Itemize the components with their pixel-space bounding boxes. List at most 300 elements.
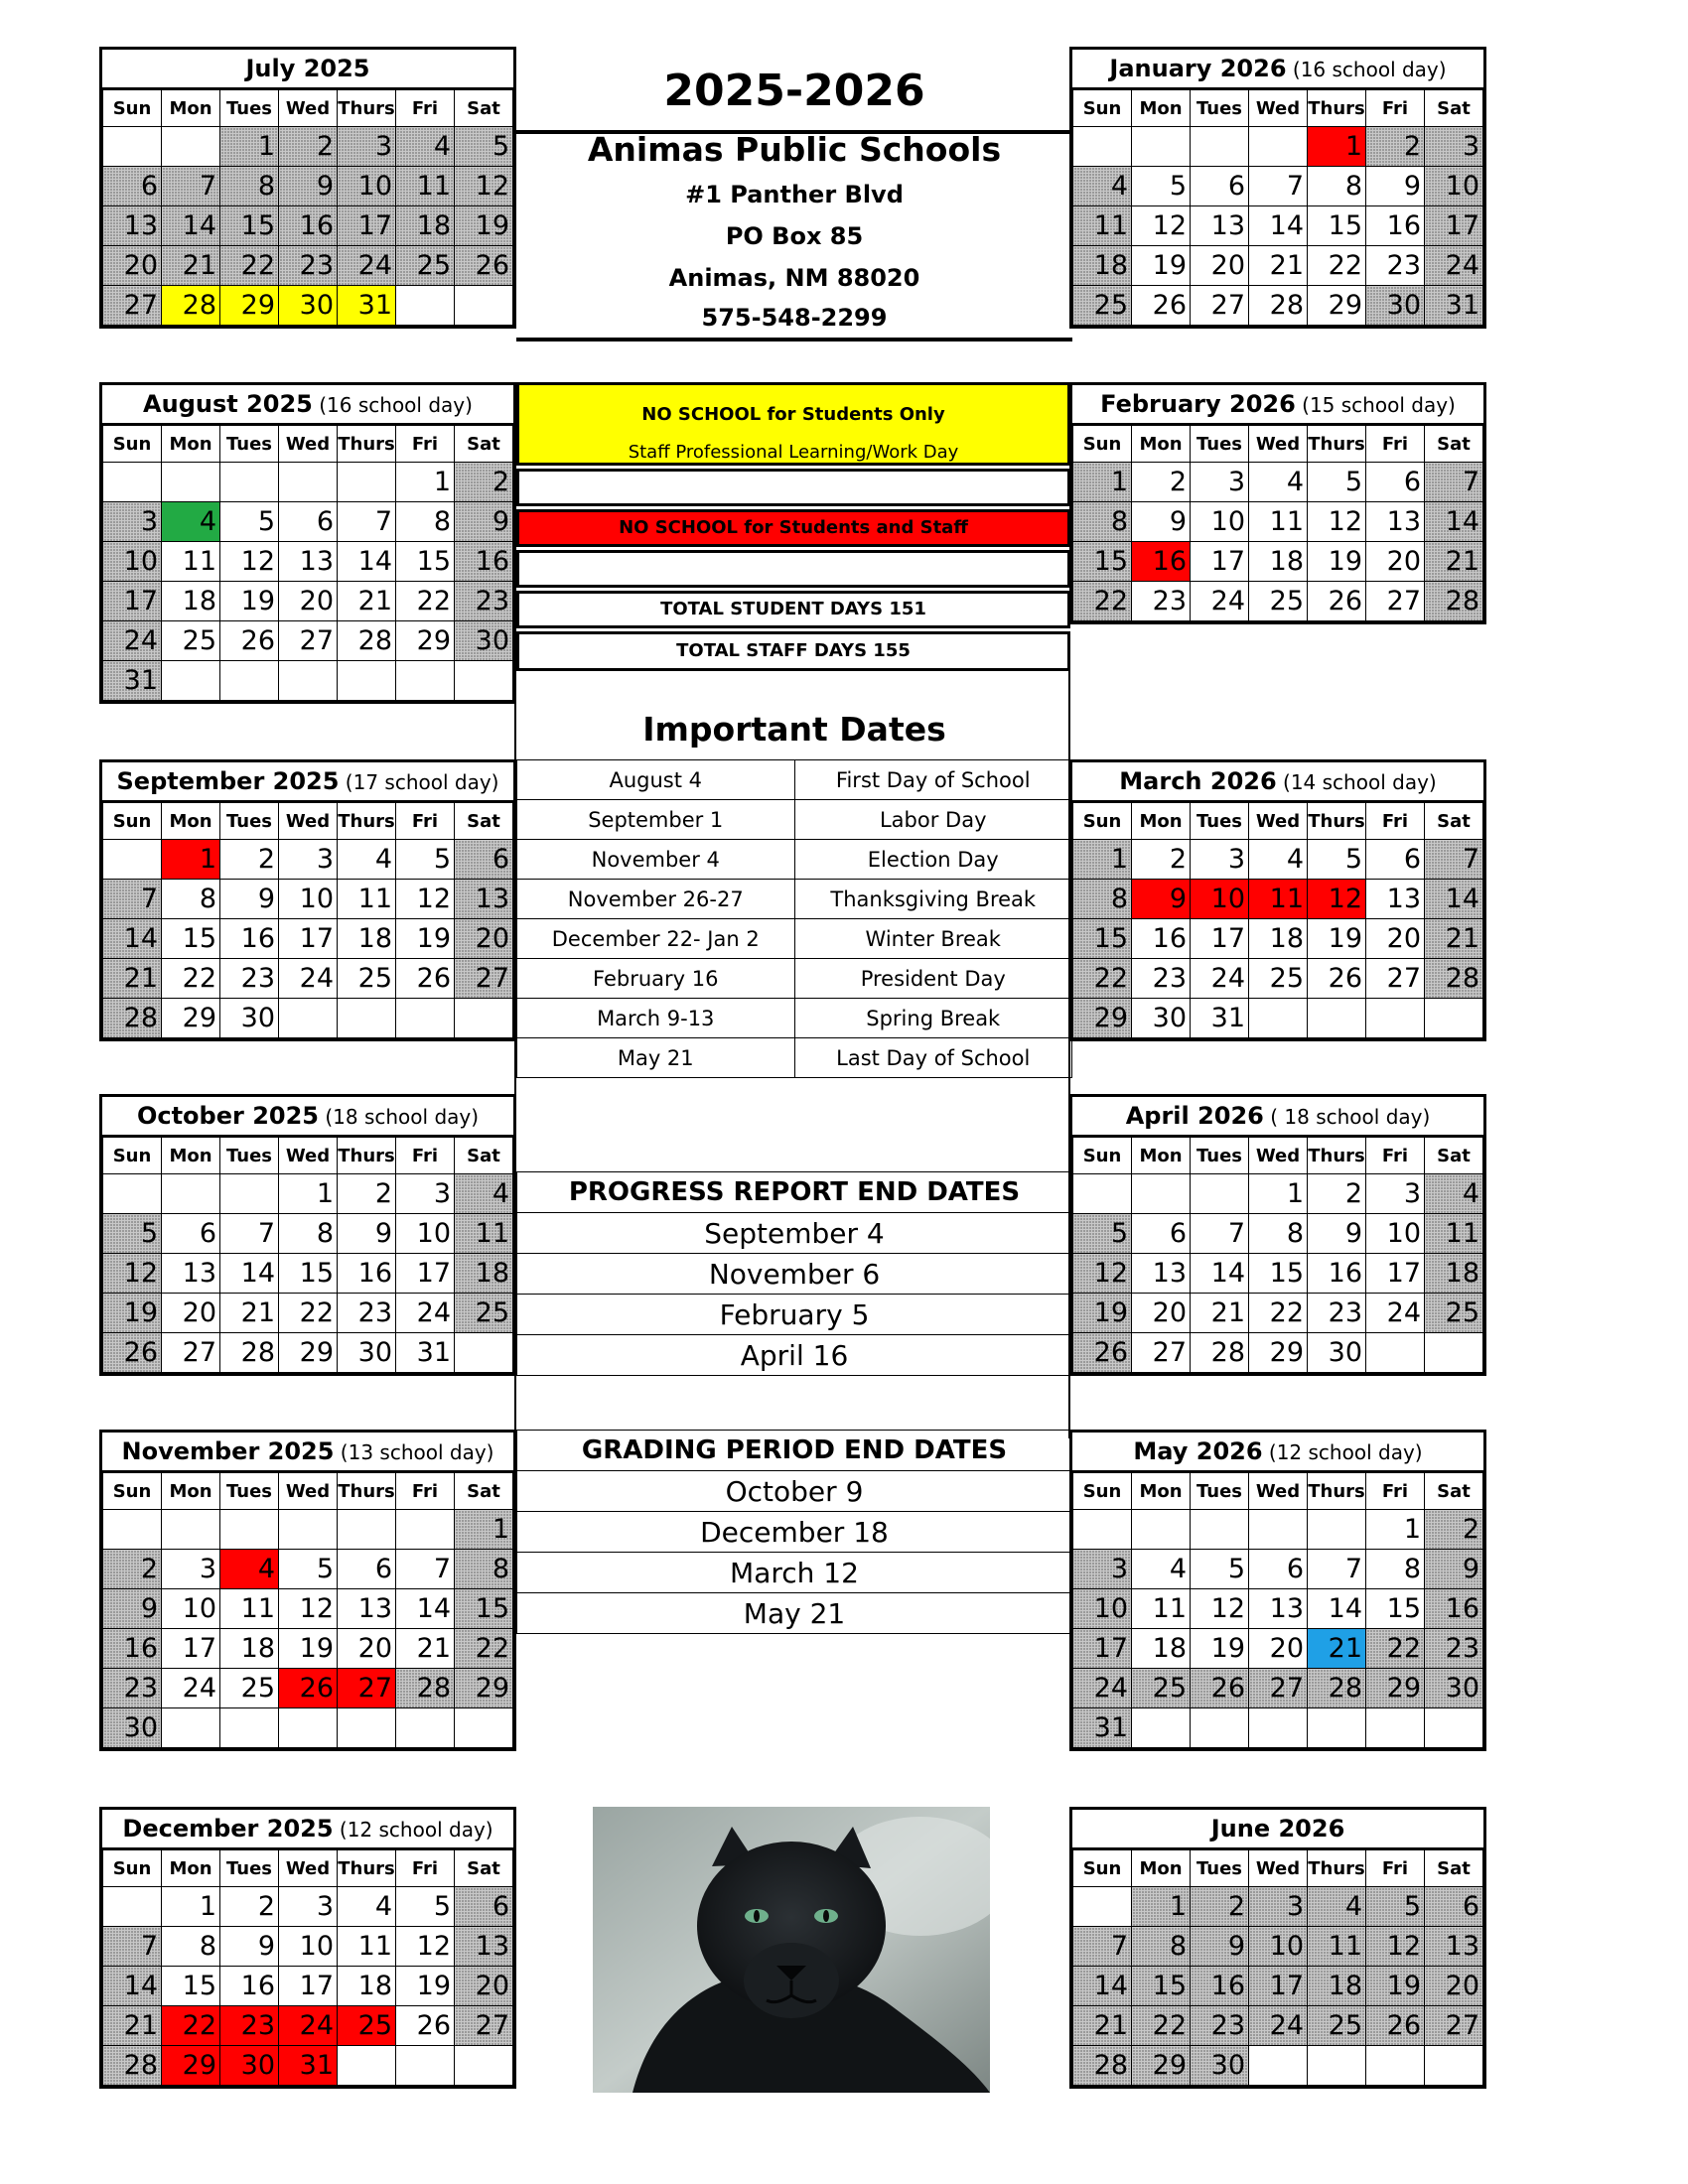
calendar-week-row — [1073, 2046, 1483, 2086]
calendar-day: 15 — [455, 1589, 513, 1629]
calendar-empty-cell — [103, 127, 162, 167]
calendar-day: 11 — [220, 1589, 279, 1629]
calendar-week-row — [103, 246, 513, 286]
calendar-week-row — [103, 999, 513, 1038]
weekday-header: Mon — [1132, 90, 1191, 127]
calendar-day: 6 — [1191, 167, 1249, 206]
calendar-day: 14 — [1308, 1589, 1366, 1629]
calendar-empty-cell — [338, 463, 396, 502]
calendar-day: 11 — [338, 880, 396, 919]
calendar-day: 12 — [1308, 880, 1366, 919]
calendar-day: 6 — [338, 1550, 396, 1589]
weekday-header: Tues — [220, 90, 279, 127]
calendar-day: 13 — [279, 542, 338, 582]
calendar-day: 2 — [1132, 463, 1191, 502]
calendar-school-day-count: ( 18 school day) — [1263, 1105, 1431, 1129]
calendar-school-day-count: (14 school day) — [1276, 770, 1437, 794]
calendar-week-row — [1073, 286, 1483, 326]
calendar-day: 12 — [396, 1927, 455, 1967]
calendar-week-row — [103, 286, 513, 326]
calendar-day: 2 — [1132, 840, 1191, 880]
weekday-header: Mon — [1132, 1138, 1191, 1174]
calendar-empty-cell — [279, 1708, 338, 1748]
calendar-day: 20 — [1191, 246, 1249, 286]
calendar-day: 1 — [1073, 840, 1132, 880]
calendar-day: 13 — [1132, 1254, 1191, 1294]
calendar-day: 2 — [1425, 1510, 1483, 1550]
calendar-day: 5 — [1308, 463, 1366, 502]
calendar-day: 30 — [1132, 999, 1191, 1038]
calendar-day: 25 — [338, 959, 396, 999]
weekday-header: Fri — [396, 1138, 455, 1174]
calendar-week-row — [103, 206, 513, 246]
school-year-title: 2025-2026 — [663, 66, 925, 116]
weekday-header: Mon — [162, 426, 220, 463]
calendar-week-row — [103, 621, 513, 661]
calendar-title — [102, 762, 513, 802]
calendar-day: 19 — [1132, 246, 1191, 286]
calendar-day: 16 — [1132, 919, 1191, 959]
school-name: Animas Public Schools — [587, 130, 1002, 169]
calendar-day: 26 — [1366, 2006, 1425, 2046]
calendar-day: 18 — [1249, 542, 1308, 582]
calendar-day: 7 — [1425, 840, 1483, 880]
calendar-day: 21 — [1249, 246, 1308, 286]
important-dates-table — [516, 759, 1072, 1078]
calendar-day: 29 — [1249, 1333, 1308, 1373]
calendar-week-row — [103, 2006, 513, 2046]
calendar-day: 15 — [1308, 206, 1366, 246]
weekday-header: Sun — [103, 426, 162, 463]
important-date-date: November 4 — [517, 840, 795, 880]
calendar-day: 25 — [220, 1669, 279, 1708]
calendar-day: 11 — [1425, 1214, 1483, 1254]
calendar-day: 21 — [103, 959, 162, 999]
calendar-day: 30 — [455, 621, 513, 661]
progress-report-date: February 5 — [517, 1295, 1072, 1335]
calendar-empty-cell — [220, 1174, 279, 1214]
calendar-day: 19 — [1308, 542, 1366, 582]
calendar-day: 16 — [1366, 206, 1425, 246]
calendar-day: 16 — [455, 542, 513, 582]
calendar-week-row — [1073, 1927, 1483, 1967]
calendar-week-row — [1073, 582, 1483, 621]
calendar-week-row — [103, 1174, 513, 1214]
calendar-empty-cell — [1308, 999, 1366, 1038]
calendar-empty-cell — [1249, 999, 1308, 1038]
calendar-day: 19 — [1366, 1967, 1425, 2006]
calendar-day: 27 — [455, 959, 513, 999]
calendar-day: 1 — [396, 463, 455, 502]
calendar-title — [1072, 50, 1483, 89]
important-date-event: First Day of School — [794, 760, 1072, 800]
weekday-header: Sun — [1073, 1850, 1132, 1887]
calendar-day: 2 — [455, 463, 513, 502]
weekday-header: Fri — [1366, 1138, 1425, 1174]
weekday-header: Sun — [103, 1850, 162, 1887]
calendar-day: 8 — [1308, 167, 1366, 206]
calendar-day: 5 — [1308, 840, 1366, 880]
calendar-school-day-count: (16 school day) — [1286, 58, 1447, 81]
calendar-week-row — [103, 1708, 513, 1748]
calendar-empty-cell — [279, 661, 338, 701]
progress-report-date: November 6 — [517, 1254, 1072, 1295]
calendar-day: 31 — [103, 661, 162, 701]
important-date-event: Thanksgiving Break — [794, 880, 1072, 919]
important-date-date: March 9-13 — [517, 999, 795, 1038]
calendar-empty-cell — [1132, 1510, 1191, 1550]
weekday-header: Wed — [1249, 803, 1308, 840]
calendar-week-row — [1073, 840, 1483, 880]
calendar-day: 19 — [1308, 919, 1366, 959]
calendar-week-row — [103, 582, 513, 621]
calendar-day: 28 — [1249, 286, 1308, 326]
calendar-empty-cell — [1249, 2046, 1308, 2086]
legend-blank-2 — [516, 550, 1070, 588]
weekday-header: Sat — [455, 1473, 513, 1510]
weekday-header: Wed — [279, 426, 338, 463]
grading-period-date: October 9 — [517, 1471, 1072, 1512]
calendar-month-name: June 2026 — [1210, 1815, 1345, 1843]
calendar-day: 17 — [162, 1629, 220, 1669]
calendar-week-row — [1073, 127, 1483, 167]
calendar-day: 28 — [396, 1669, 455, 1708]
weekday-header: Sun — [1073, 1473, 1132, 1510]
calendar-week-row — [103, 1550, 513, 1589]
calendar-day: 12 — [1308, 502, 1366, 542]
calendar-week-row — [103, 1887, 513, 1927]
calendar-day: 16 — [1308, 1254, 1366, 1294]
calendar-day: 3 — [1425, 127, 1483, 167]
calendar-day: 6 — [455, 840, 513, 880]
calendar-day: 9 — [1191, 1927, 1249, 1967]
calendar-day: 17 — [396, 1254, 455, 1294]
calendar-empty-cell — [1191, 1510, 1249, 1550]
weekday-header: Sun — [103, 1473, 162, 1510]
legend-yellow-line1: NO SCHOOL for Students Only — [641, 404, 945, 425]
calendar-day: 9 — [455, 502, 513, 542]
important-date-row — [517, 959, 1072, 999]
calendar-day: 5 — [103, 1214, 162, 1254]
calendar-day: 18 — [1073, 246, 1132, 286]
calendar-day: 27 — [162, 1333, 220, 1373]
calendar-day: 29 — [162, 2046, 220, 2086]
calendar-week-row — [1073, 502, 1483, 542]
calendar-title — [1072, 1810, 1483, 1849]
school-address-line2: PO Box 85 — [725, 222, 864, 250]
calendar-empty-cell — [396, 999, 455, 1038]
calendar-day: 29 — [279, 1333, 338, 1373]
weekday-header: Thurs — [338, 1473, 396, 1510]
calendar-day: 27 — [1425, 2006, 1483, 2046]
calendar-day: 9 — [1308, 1214, 1366, 1254]
calendar-empty-cell — [1308, 2046, 1366, 2086]
calendar-empty-cell — [1425, 1708, 1483, 1748]
calendar-school-day-count: (12 school day) — [333, 1818, 493, 1842]
calendar-week-row — [103, 661, 513, 701]
calendar-empty-cell — [162, 127, 220, 167]
calendar-month-name: October 2025 — [136, 1102, 319, 1130]
calendar-day: 15 — [396, 542, 455, 582]
calendar-day: 27 — [1366, 959, 1425, 999]
weekday-header: Mon — [162, 803, 220, 840]
weekday-header: Sat — [1425, 803, 1483, 840]
calendar-day: 30 — [103, 1708, 162, 1748]
calendar-day: 6 — [1249, 1550, 1308, 1589]
calendar-day: 28 — [103, 999, 162, 1038]
calendar-day: 2 — [103, 1550, 162, 1589]
calendar-day: 26 — [103, 1333, 162, 1373]
calendar-week-row — [1073, 463, 1483, 502]
calendar-day: 5 — [1073, 1214, 1132, 1254]
weekday-header: Thurs — [1308, 426, 1366, 463]
important-date-date: February 16 — [517, 959, 795, 999]
calendar-month-name: November 2025 — [121, 1437, 335, 1465]
calendar-day: 15 — [162, 1967, 220, 2006]
calendar-empty-cell — [103, 463, 162, 502]
important-date-date: November 26-27 — [517, 880, 795, 919]
calendar-day: 10 — [1425, 167, 1483, 206]
calendar-day: 15 — [1073, 542, 1132, 582]
calendar-day: 2 — [1191, 1887, 1249, 1927]
calendar-day: 14 — [162, 206, 220, 246]
calendar-day: 21 — [220, 1294, 279, 1333]
calendar-day: 22 — [1366, 1629, 1425, 1669]
calendar-week-row — [1073, 959, 1483, 999]
calendar-month-name: August 2025 — [143, 390, 313, 418]
calendar-school-day-count: (16 school day) — [312, 393, 473, 417]
important-date-row — [517, 1038, 1072, 1078]
calendar-june-2026 — [1069, 1807, 1486, 2089]
calendar-day: 28 — [220, 1333, 279, 1373]
weekday-header: Wed — [1249, 1473, 1308, 1510]
calendar-month-name: July 2025 — [245, 55, 370, 82]
calendar-empty-cell — [455, 1333, 513, 1373]
calendar-empty-cell — [455, 2046, 513, 2086]
calendar-day: 17 — [279, 919, 338, 959]
calendar-day: 16 — [220, 919, 279, 959]
calendar-day: 12 — [455, 167, 513, 206]
calendar-week-row — [1073, 1550, 1483, 1589]
calendar-empty-cell — [1249, 127, 1308, 167]
calendar-day: 29 — [396, 621, 455, 661]
calendar-day: 15 — [279, 1254, 338, 1294]
calendar-week-row — [103, 959, 513, 999]
calendar-day: 19 — [103, 1294, 162, 1333]
calendar-empty-cell — [1425, 999, 1483, 1038]
calendar-empty-cell — [1425, 2046, 1483, 2086]
calendar-day: 17 — [1366, 1254, 1425, 1294]
calendar-empty-cell — [1366, 1333, 1425, 1373]
calendar-day: 4 — [338, 840, 396, 880]
calendar-empty-cell — [1073, 1887, 1132, 1927]
calendar-week-row — [103, 463, 513, 502]
calendar-empty-cell — [220, 1510, 279, 1550]
calendar-day: 22 — [162, 959, 220, 999]
calendar-title — [1072, 385, 1483, 425]
calendar-day: 21 — [1191, 1294, 1249, 1333]
calendar-day: 29 — [220, 286, 279, 326]
calendar-day: 19 — [220, 582, 279, 621]
calendar-day: 29 — [1308, 286, 1366, 326]
weekday-header: Thurs — [1308, 803, 1366, 840]
calendar-day: 14 — [338, 542, 396, 582]
calendar-day: 3 — [1191, 463, 1249, 502]
calendar-week-row — [1073, 1254, 1483, 1294]
calendar-day: 20 — [1249, 1629, 1308, 1669]
calendar-day: 23 — [1425, 1629, 1483, 1669]
weekday-header: Thurs — [1308, 90, 1366, 127]
calendar-day: 3 — [1249, 1887, 1308, 1927]
calendar-week-row — [1073, 919, 1483, 959]
calendar-day: 4 — [1249, 463, 1308, 502]
calendar-day: 19 — [396, 919, 455, 959]
weekday-header: Wed — [1249, 1138, 1308, 1174]
calendar-month-name: May 2026 — [1133, 1437, 1263, 1465]
calendar-day: 13 — [1366, 880, 1425, 919]
calendar-day: 23 — [1366, 246, 1425, 286]
calendar-day: 18 — [1249, 919, 1308, 959]
calendar-september-2025 — [99, 759, 516, 1041]
calendar-day: 10 — [338, 167, 396, 206]
calendar-day: 19 — [279, 1629, 338, 1669]
calendar-day: 21 — [338, 582, 396, 621]
calendar-week-row — [103, 167, 513, 206]
calendar-day: 1 — [1073, 463, 1132, 502]
calendar-day: 15 — [1249, 1254, 1308, 1294]
calendar-day: 11 — [1073, 206, 1132, 246]
weekday-header: Fri — [396, 1473, 455, 1510]
calendar-empty-cell — [1073, 1174, 1132, 1214]
calendar-empty-cell — [1191, 1708, 1249, 1748]
calendar-empty-cell — [1366, 999, 1425, 1038]
calendar-day: 29 — [1366, 1669, 1425, 1708]
calendar-empty-cell — [1132, 127, 1191, 167]
calendar-day: 2 — [338, 1174, 396, 1214]
calendar-empty-cell — [162, 463, 220, 502]
weekday-header: Wed — [1249, 426, 1308, 463]
calendar-day: 20 — [455, 1967, 513, 2006]
calendar-january-2026 — [1069, 47, 1486, 329]
total-student-days: TOTAL STUDENT DAYS 151 — [516, 591, 1070, 628]
calendar-day: 12 — [1191, 1589, 1249, 1629]
calendar-day: 11 — [396, 167, 455, 206]
weekday-header: Tues — [1191, 426, 1249, 463]
calendar-week-row — [1073, 1510, 1483, 1550]
calendar-day: 7 — [162, 167, 220, 206]
calendar-day: 31 — [1191, 999, 1249, 1038]
calendar-day: 13 — [455, 880, 513, 919]
calendar-day: 13 — [338, 1589, 396, 1629]
calendar-day: 24 — [1366, 1294, 1425, 1333]
calendar-title — [1072, 1097, 1483, 1137]
total-staff-days: TOTAL STAFF DAYS 155 — [516, 631, 1070, 671]
calendar-day: 4 — [338, 1887, 396, 1927]
calendar-empty-cell — [396, 2046, 455, 2086]
calendar-week-row — [103, 1333, 513, 1373]
calendar-day: 17 — [1191, 542, 1249, 582]
calendar-day: 31 — [279, 2046, 338, 2086]
calendar-day: 10 — [1073, 1589, 1132, 1629]
weekday-header: Mon — [162, 1138, 220, 1174]
calendar-day: 2 — [1366, 127, 1425, 167]
calendar-day: 26 — [220, 621, 279, 661]
calendar-day: 25 — [1073, 286, 1132, 326]
calendar-day: 31 — [396, 1333, 455, 1373]
calendar-day: 30 — [279, 286, 338, 326]
weekday-header: Thurs — [338, 1850, 396, 1887]
calendar-week-row — [1073, 1887, 1483, 1927]
calendar-day: 10 — [396, 1214, 455, 1254]
calendar-day: 7 — [1425, 463, 1483, 502]
calendar-day: 21 — [396, 1629, 455, 1669]
calendar-day: 16 — [1191, 1967, 1249, 2006]
calendar-day: 13 — [162, 1254, 220, 1294]
calendar-day: 4 — [1073, 167, 1132, 206]
calendar-august-2025 — [99, 382, 516, 704]
calendar-day: 17 — [279, 1967, 338, 2006]
calendar-empty-cell — [103, 840, 162, 880]
calendar-day: 11 — [1132, 1589, 1191, 1629]
calendar-day: 12 — [1366, 1927, 1425, 1967]
calendar-day: 27 — [1132, 1333, 1191, 1373]
weekday-header: Thurs — [338, 90, 396, 127]
calendar-day: 28 — [103, 2046, 162, 2086]
calendar-day: 28 — [1308, 1669, 1366, 1708]
important-date-row — [517, 840, 1072, 880]
calendar-day: 24 — [279, 2006, 338, 2046]
calendar-week-row — [1073, 1174, 1483, 1214]
calendar-week-row — [1073, 1629, 1483, 1669]
calendar-empty-cell — [279, 463, 338, 502]
calendar-day: 1 — [162, 1887, 220, 1927]
calendar-day: 29 — [1132, 2046, 1191, 2086]
calendar-day: 11 — [1249, 880, 1308, 919]
calendar-day: 4 — [1132, 1550, 1191, 1589]
calendar-empty-cell — [396, 1708, 455, 1748]
calendar-day: 12 — [1132, 206, 1191, 246]
important-date-row — [517, 919, 1072, 959]
calendar-day: 3 — [1366, 1174, 1425, 1214]
important-date-date: December 22- Jan 2 — [517, 919, 795, 959]
calendar-day: 25 — [455, 1294, 513, 1333]
calendar-day: 30 — [1191, 2046, 1249, 2086]
calendar-day: 14 — [1191, 1254, 1249, 1294]
calendar-day: 15 — [1366, 1589, 1425, 1629]
calendar-day: 26 — [396, 959, 455, 999]
calendar-day: 26 — [1073, 1333, 1132, 1373]
calendar-day: 5 — [1132, 167, 1191, 206]
calendar-day: 14 — [220, 1254, 279, 1294]
weekday-header: Thurs — [338, 803, 396, 840]
legend-yellow-line2: Staff Professional Learning/Work Day — [628, 442, 959, 463]
weekday-header: Tues — [1191, 1138, 1249, 1174]
weekday-header: Sat — [455, 1138, 513, 1174]
weekday-header: Thurs — [338, 1138, 396, 1174]
calendar-day: 28 — [1191, 1333, 1249, 1373]
calendar-empty-cell — [1366, 1708, 1425, 1748]
legend-red: NO SCHOOL for Students and Staff — [516, 509, 1070, 547]
calendar-day: 22 — [220, 246, 279, 286]
weekday-header: Tues — [220, 1850, 279, 1887]
calendar-week-row — [103, 1214, 513, 1254]
calendar-day: 30 — [220, 2046, 279, 2086]
calendar-day: 23 — [455, 582, 513, 621]
calendar-day: 26 — [1308, 959, 1366, 999]
calendar-day: 30 — [1308, 1333, 1366, 1373]
calendar-day: 26 — [1132, 286, 1191, 326]
calendar-day: 12 — [1073, 1254, 1132, 1294]
